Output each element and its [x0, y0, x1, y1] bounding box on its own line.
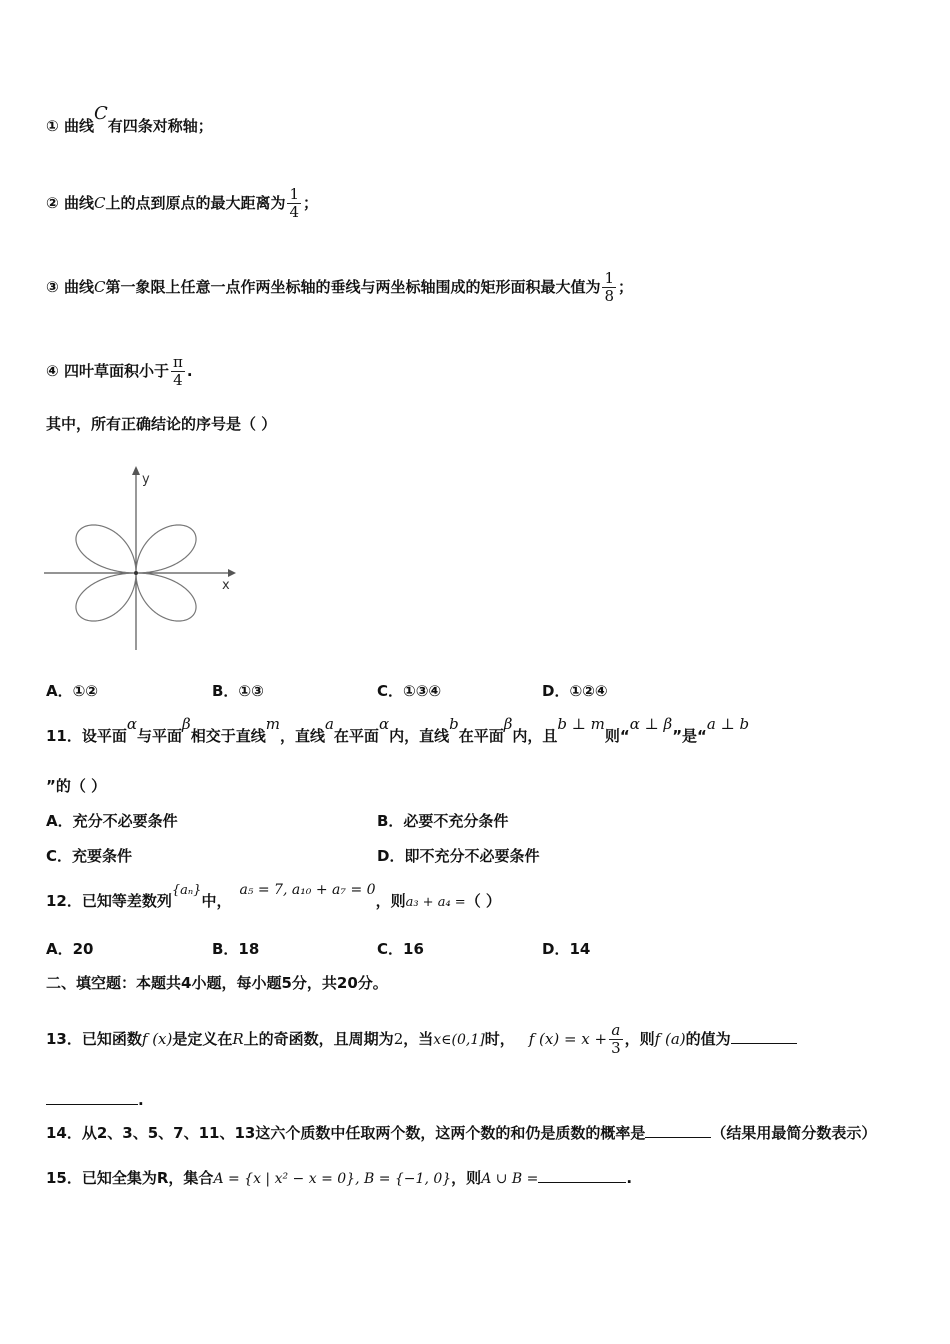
answer-blank[interactable] — [538, 1166, 626, 1183]
option-b: B．必要不充分条件 — [377, 812, 509, 830]
section-heading: 二、填空题：本题共4小题，每小题5分，共20分。 — [46, 974, 388, 992]
y-axis-label: y — [142, 472, 150, 487]
option-a: A．充分不必要条件 — [46, 812, 178, 830]
option-d: D．①②④ — [542, 682, 608, 700]
q13-blank-continued: . — [46, 1088, 144, 1110]
fraction: $\frac{\pi}{4}$ — [172, 353, 183, 389]
statement-3: ③ 曲线C第一象限上任意一点作两坐标轴的垂线与两坐标轴围成的矩形面积最大值为 $\frac{1}{8}$ ； — [46, 269, 634, 305]
q11-stem: 11．设平面α与平面β相交于直线m，直线a在平面α内，直线b在平面β内，且b ⊥ m则“α ⊥ β”是“a ⊥ b — [46, 715, 750, 745]
q10-prompt: 其中，所有正确结论的序号是（ ） — [46, 415, 277, 433]
statement-2: ② 曲线C上的点到原点的最大距离为 $\frac{1}{4}$ ； — [46, 185, 319, 221]
circled-marker: ① — [46, 117, 59, 135]
option-d: D．14 — [542, 940, 591, 958]
q11-tail: ”的（ ） — [46, 777, 107, 795]
option-c: C．充要条件 — [46, 847, 133, 865]
fraction: $\frac{1}{4}$ — [289, 185, 299, 221]
answer-blank[interactable] — [731, 1027, 797, 1044]
option-a: A．20 — [46, 940, 94, 958]
option-c: C．16 — [377, 940, 424, 958]
q12-stem: 12．已知等差数列{aₙ}中，a₅ = 7, a₁₀ + a₇ = 0，则a₃ + a₄ =（ ） — [46, 882, 501, 910]
q13-stem: 13．已知函数f (x)是定义在R上的奇函数，且周期为2，当x∈(0,1]时， f (x) = x + $\frac{a}{3}$ ，则f (a)的值为 — [46, 1022, 797, 1057]
q15-stem: 15．已知全集为R，集合A = {x | x² − x = 0}, B = {−1, 0}，则A ∪ B = . — [46, 1166, 632, 1189]
statement-1: ① 曲线C有四条对称轴； — [46, 103, 213, 135]
option-a: A．①② — [46, 682, 99, 700]
answer-blank[interactable] — [645, 1121, 711, 1138]
option-d: D．即不充分不必要条件 — [377, 847, 540, 865]
statement-4: ④ 四叶草面积小于 $\frac{\pi}{4}$ . — [46, 353, 193, 389]
option-c: C．①③④ — [377, 682, 442, 700]
fraction: $\frac{1}{8}$ — [604, 269, 614, 305]
option-b: B．18 — [212, 940, 260, 958]
x-axis-label: x — [222, 578, 230, 593]
four-leaf-clover-figure — [44, 462, 244, 654]
option-b: B．①③ — [212, 682, 264, 700]
answer-blank[interactable] — [46, 1088, 138, 1105]
q14-stem: 14．从2、3、5、7、11、13这六个质数中任取两个数，这两个数的和仍是质数的概率是 （结果用最简分数表示） — [46, 1121, 876, 1143]
fraction: $\frac{a}{3}$ — [611, 1021, 621, 1057]
